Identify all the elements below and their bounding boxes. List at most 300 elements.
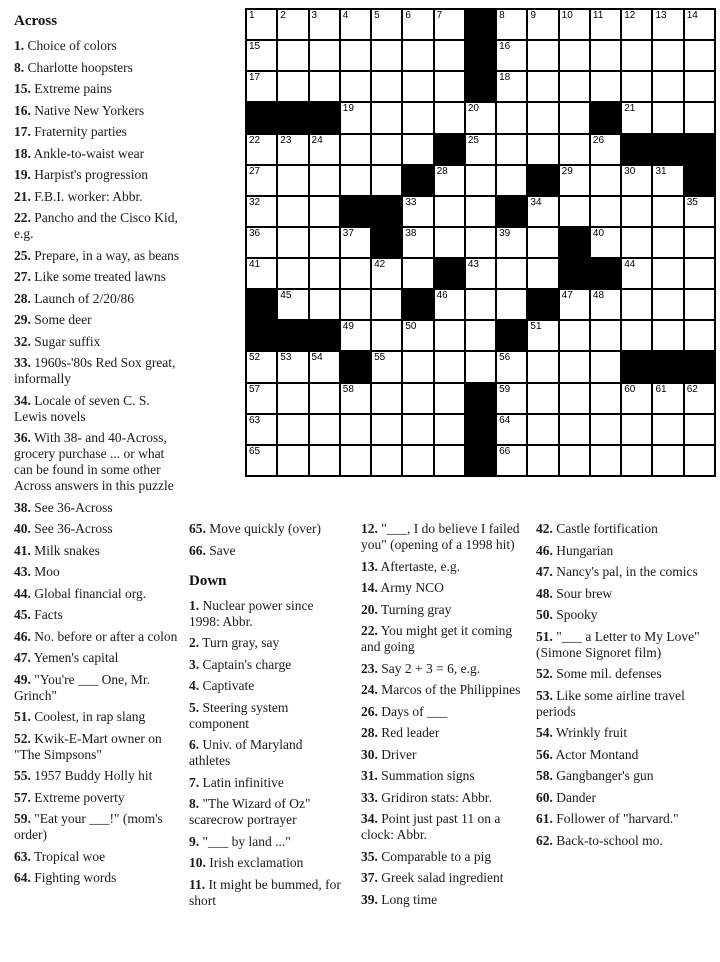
- clue-across-16: 16. Native New Yorkers: [14, 102, 145, 118]
- grid-cell[interactable]: [684, 196, 715, 227]
- clue-down-42: 42. Castle fortification: [536, 521, 658, 536]
- cell-number: 38: [405, 227, 417, 239]
- black-cell: [309, 102, 340, 133]
- grid-cell[interactable]: [684, 102, 715, 133]
- clue-across-51: 51. Coolest, in rap slang: [14, 709, 146, 724]
- grid-cell[interactable]: [277, 9, 308, 40]
- grid-cell[interactable]: [621, 258, 652, 289]
- grid-cell[interactable]: [277, 383, 308, 414]
- grid-cell[interactable]: [590, 414, 621, 445]
- clue-down-51: 51. "___ a Letter to My Love" (Simone Signoret film): [536, 628, 700, 660]
- grid-cell[interactable]: [246, 196, 277, 227]
- grid-cell[interactable]: [277, 445, 308, 476]
- grid-cell[interactable]: [621, 227, 652, 258]
- clue-number: 15.: [14, 81, 31, 96]
- grid-cell[interactable]: [684, 258, 715, 289]
- clue-number: 41.: [14, 542, 31, 558]
- grid-cell[interactable]: [277, 196, 308, 227]
- grid-cell[interactable]: [277, 134, 308, 165]
- grid-cell[interactable]: [371, 320, 402, 351]
- grid-cell[interactable]: [621, 320, 652, 351]
- grid-cell[interactable]: [684, 227, 715, 258]
- crossword-grid[interactable]: [245, 8, 716, 477]
- black-cell: [496, 196, 527, 227]
- grid-cell[interactable]: [309, 258, 340, 289]
- grid-cell[interactable]: [652, 258, 683, 289]
- grid-cell[interactable]: [527, 102, 558, 133]
- grid-cell[interactable]: [496, 102, 527, 133]
- clue-number: 9.: [189, 833, 200, 849]
- grid-cell[interactable]: [402, 102, 433, 133]
- clue-across-65: 65. Move quickly (over): [189, 521, 321, 536]
- clue-down-10: 10. Irish exclamation: [189, 855, 304, 870]
- grid-cell[interactable]: [590, 71, 621, 102]
- clue-down-6: 6. Univ. of Maryland athletes: [189, 737, 303, 768]
- clue-number: 19.: [14, 167, 31, 182]
- grid-cell[interactable]: [340, 71, 371, 102]
- grid-cell[interactable]: [371, 134, 402, 165]
- grid-cell[interactable]: [371, 351, 402, 382]
- cell-number: 19: [342, 103, 354, 115]
- grid-cell[interactable]: [371, 9, 402, 40]
- grid-cell[interactable]: [559, 196, 590, 227]
- grid-cell[interactable]: [309, 196, 340, 227]
- black-cell: [402, 165, 433, 196]
- grid-cell[interactable]: [434, 102, 465, 133]
- grid-cell[interactable]: [590, 320, 621, 351]
- cell-number: 9: [530, 10, 536, 21]
- grid-cell[interactable]: [465, 196, 496, 227]
- black-cell: [527, 289, 558, 320]
- grid-cell[interactable]: [246, 414, 277, 445]
- grid-cell[interactable]: [434, 71, 465, 102]
- grid-cell[interactable]: [496, 9, 527, 40]
- grid-cell[interactable]: [402, 383, 433, 414]
- clue-number: 37.: [361, 870, 378, 885]
- grid-cell[interactable]: [684, 40, 715, 71]
- grid-cell[interactable]: [559, 134, 590, 165]
- grid-cell[interactable]: [340, 258, 371, 289]
- grid-cell[interactable]: [590, 40, 621, 71]
- grid-cell[interactable]: [277, 227, 308, 258]
- grid-cell[interactable]: [434, 165, 465, 196]
- grid-cell[interactable]: [402, 40, 433, 71]
- clue-number: 32.: [14, 333, 31, 349]
- clue-down-2: 2. Turn gray, say: [189, 635, 280, 650]
- grid-cell[interactable]: [246, 40, 277, 71]
- grid-cell[interactable]: [590, 165, 621, 196]
- grid-cell[interactable]: [340, 383, 371, 414]
- black-cell: [340, 351, 371, 382]
- grid-cell[interactable]: [246, 227, 277, 258]
- clue-across-27: 27. Like some treated lawns: [14, 269, 166, 284]
- cell-number: 28: [436, 165, 448, 177]
- grid-cell[interactable]: [621, 102, 652, 133]
- grid-cell[interactable]: [309, 134, 340, 165]
- grid-cell[interactable]: [527, 445, 558, 476]
- grid-cell[interactable]: [621, 71, 652, 102]
- clue-number: 10.: [189, 855, 206, 870]
- grid-cell[interactable]: [340, 445, 371, 476]
- grid-cell[interactable]: [527, 40, 558, 71]
- grid-cell[interactable]: [465, 227, 496, 258]
- grid-cell[interactable]: [246, 134, 277, 165]
- grid-cell[interactable]: [434, 227, 465, 258]
- clue-down-30: 30. Driver: [361, 746, 417, 762]
- cell-number: 1: [249, 10, 255, 21]
- clue-across-55: 55. 1957 Buddy Holly hit: [14, 768, 153, 783]
- clue-number: 39.: [361, 891, 378, 907]
- clue-across-66: 66. Save: [189, 542, 236, 558]
- black-cell: [277, 102, 308, 133]
- cell-number: 15: [249, 41, 261, 53]
- grid-cell[interactable]: [496, 351, 527, 382]
- clue-down-4: 4. Captivate: [189, 678, 255, 693]
- grid-cell[interactable]: [652, 289, 683, 320]
- grid-cell[interactable]: [434, 9, 465, 40]
- grid-cell[interactable]: [371, 165, 402, 196]
- black-cell: [246, 102, 277, 133]
- grid-cell[interactable]: [621, 40, 652, 71]
- clue-number: 48.: [536, 585, 553, 601]
- cell-number: 6: [405, 10, 411, 21]
- grid-cell[interactable]: [434, 320, 465, 351]
- grid-cell[interactable]: [684, 320, 715, 351]
- cell-number: 57: [249, 383, 261, 395]
- grid-cell[interactable]: [246, 351, 277, 382]
- grid-cell[interactable]: [527, 227, 558, 258]
- grid-cell[interactable]: [496, 227, 527, 258]
- clue-across-34: 34. Locale of seven C. S. Lewis novels: [14, 392, 150, 424]
- grid-cell[interactable]: [559, 383, 590, 414]
- grid-cell[interactable]: [527, 258, 558, 289]
- grid-cell[interactable]: [496, 383, 527, 414]
- grid-cell[interactable]: [309, 383, 340, 414]
- clue-down-56: 56. Actor Montand: [536, 746, 639, 762]
- grid-cell[interactable]: [590, 445, 621, 476]
- grid-cell[interactable]: [340, 320, 371, 351]
- clue-down-47: 47. Nancy's pal, in the comics: [536, 564, 698, 579]
- grid-cell[interactable]: [621, 289, 652, 320]
- grid-cell[interactable]: [652, 102, 683, 133]
- grid-cell[interactable]: [465, 289, 496, 320]
- clue-across-18: 18. Ankle-to-waist wear: [14, 145, 145, 161]
- grid-cell[interactable]: [559, 165, 590, 196]
- across-clue-list-continued: [189, 521, 347, 559]
- grid-cell[interactable]: [496, 258, 527, 289]
- grid-cell[interactable]: [652, 383, 683, 414]
- down-header: Down: [189, 572, 227, 589]
- clue-number: 12.: [361, 521, 378, 536]
- clue-number: 1.: [189, 597, 200, 613]
- grid-cell[interactable]: [277, 258, 308, 289]
- cell-number: 5: [374, 10, 380, 21]
- clue-number: 23.: [361, 660, 378, 676]
- grid-cell[interactable]: [402, 9, 433, 40]
- grid-cell[interactable]: [465, 320, 496, 351]
- cell-number: 4: [342, 10, 349, 21]
- grid-cell[interactable]: [559, 289, 590, 320]
- grid-cell[interactable]: [309, 9, 340, 40]
- grid-cell[interactable]: [496, 414, 527, 445]
- grid-cell[interactable]: [559, 351, 590, 382]
- grid-cell[interactable]: [684, 383, 715, 414]
- grid-cell[interactable]: [309, 445, 340, 476]
- grid-cell[interactable]: [434, 445, 465, 476]
- grid-cell[interactable]: [684, 9, 715, 40]
- clue-down-34: 34. Point just past 11 on a clock: Abbr.: [361, 811, 501, 842]
- grid-cell[interactable]: [309, 414, 340, 445]
- cell-number: 34: [530, 196, 542, 208]
- grid-cell[interactable]: [496, 445, 527, 476]
- black-cell: [652, 134, 683, 165]
- black-cell: [527, 165, 558, 196]
- grid-cell[interactable]: [559, 9, 590, 40]
- grid-cell[interactable]: [527, 383, 558, 414]
- grid-cell[interactable]: [496, 134, 527, 165]
- clue-number: 25.: [14, 247, 31, 263]
- grid-cell[interactable]: [559, 71, 590, 102]
- clue-down-62: 62. Back-to-school mo.: [536, 832, 663, 848]
- grid-cell[interactable]: [434, 289, 465, 320]
- grid-cell[interactable]: [684, 445, 715, 476]
- grid-cell[interactable]: [621, 9, 652, 40]
- clue-number: 54.: [536, 725, 553, 740]
- grid-cell[interactable]: [246, 258, 277, 289]
- grid-cell[interactable]: [652, 165, 683, 196]
- clue-across-32: 32. Sugar suffix: [14, 333, 101, 349]
- grid-cell[interactable]: [246, 9, 277, 40]
- grid-cell[interactable]: [309, 227, 340, 258]
- grid-cell[interactable]: [590, 289, 621, 320]
- clue-down-26: 26. Days of ___: [361, 703, 448, 719]
- grid-cell[interactable]: [590, 351, 621, 382]
- grid-cell[interactable]: [652, 414, 683, 445]
- grid-cell[interactable]: [527, 9, 558, 40]
- black-cell: [590, 102, 621, 133]
- cell-number: 45: [280, 290, 292, 302]
- grid-cell[interactable]: [652, 227, 683, 258]
- grid-cell[interactable]: [652, 320, 683, 351]
- grid-cell[interactable]: [559, 445, 590, 476]
- grid-cell[interactable]: [434, 383, 465, 414]
- black-cell: [277, 320, 308, 351]
- grid-cell[interactable]: [277, 71, 308, 102]
- clue-down-8: 8. "The Wizard of Oz" scarecrow portrayer: [189, 796, 311, 827]
- grid-cell[interactable]: [559, 40, 590, 71]
- grid-cell[interactable]: [402, 351, 433, 382]
- grid-cell[interactable]: [465, 258, 496, 289]
- grid-cell[interactable]: [340, 102, 371, 133]
- grid-cell[interactable]: [309, 71, 340, 102]
- grid-cell[interactable]: [559, 320, 590, 351]
- clue-down-61: 61. Follower of "harvard.": [536, 811, 679, 826]
- cell-number: 55: [374, 352, 386, 364]
- grid-cell[interactable]: [496, 165, 527, 196]
- cell-number: 36: [249, 227, 261, 239]
- across-header: Across: [14, 13, 58, 29]
- black-cell: [434, 258, 465, 289]
- clue-across-64: 64. Fighting words: [14, 870, 117, 885]
- grid-cell[interactable]: [402, 71, 433, 102]
- grid-cell[interactable]: [527, 414, 558, 445]
- clue-across-8: 8. Charlotte hoopsters: [14, 59, 133, 75]
- grid-cell[interactable]: [340, 165, 371, 196]
- cell-number: 52: [249, 352, 261, 364]
- clue-number: 47.: [14, 650, 31, 665]
- grid-cell[interactable]: [527, 71, 558, 102]
- grid-cell[interactable]: [371, 71, 402, 102]
- clue-down-60: 60. Dander: [536, 789, 596, 805]
- grid-cell[interactable]: [621, 445, 652, 476]
- grid-cell[interactable]: [496, 71, 527, 102]
- grid-cell[interactable]: [309, 40, 340, 71]
- clue-number: 6.: [189, 737, 200, 752]
- grid-cell[interactable]: [684, 414, 715, 445]
- grid-cell[interactable]: [527, 351, 558, 382]
- black-cell: [465, 9, 496, 40]
- grid-cell[interactable]: [590, 196, 621, 227]
- clue-down-13: 13. Aftertaste, e.g.: [361, 558, 460, 574]
- clue-across-15: 15. Extreme pains: [14, 81, 112, 96]
- grid-cell[interactable]: [434, 196, 465, 227]
- grid-cell[interactable]: [402, 196, 433, 227]
- grid-cell[interactable]: [371, 414, 402, 445]
- clue-across-49: 49. "You're ___ One, Mr. Grinch": [14, 671, 150, 703]
- grid-cell[interactable]: [402, 134, 433, 165]
- grid-cell[interactable]: [309, 289, 340, 320]
- grid-cell[interactable]: [652, 196, 683, 227]
- clue-number: 47.: [536, 564, 553, 579]
- grid-cell[interactable]: [309, 165, 340, 196]
- grid-cell[interactable]: [402, 414, 433, 445]
- grid-cell[interactable]: [590, 9, 621, 40]
- clue-number: 51.: [536, 628, 553, 644]
- grid-cell[interactable]: [371, 289, 402, 320]
- grid-cell[interactable]: [527, 196, 558, 227]
- grid-cell[interactable]: [340, 227, 371, 258]
- clue-across-25: 25. Prepare, in a way, as beans: [14, 247, 180, 263]
- grid-cell[interactable]: [340, 289, 371, 320]
- grid-cell[interactable]: [246, 383, 277, 414]
- grid-cell[interactable]: [402, 227, 433, 258]
- clue-number: 22.: [361, 623, 378, 638]
- grid-cell[interactable]: [277, 289, 308, 320]
- grid-cell[interactable]: [652, 40, 683, 71]
- grid-cell[interactable]: [434, 40, 465, 71]
- grid-cell[interactable]: [465, 165, 496, 196]
- clue-across-1: 1. Choice of colors: [14, 38, 117, 53]
- black-cell: [590, 258, 621, 289]
- grid-cell[interactable]: [277, 165, 308, 196]
- grid-cell[interactable]: [590, 227, 621, 258]
- clue-across-57: 57. Extreme poverty: [14, 789, 125, 805]
- grid-cell[interactable]: [590, 383, 621, 414]
- grid-cell[interactable]: [496, 289, 527, 320]
- grid-cell[interactable]: [621, 196, 652, 227]
- clue-across-59: 59. "Eat your ___!" (mom's order): [14, 811, 163, 842]
- clue-number: 21.: [14, 188, 31, 204]
- grid-cell[interactable]: [527, 134, 558, 165]
- clue-number: 17.: [14, 124, 31, 139]
- black-cell: [340, 196, 371, 227]
- black-cell: [559, 258, 590, 289]
- grid-cell[interactable]: [527, 320, 558, 351]
- grid-cell[interactable]: [652, 9, 683, 40]
- clue-number: 59.: [14, 811, 31, 826]
- grid-cell[interactable]: [652, 445, 683, 476]
- cell-number: 29: [561, 165, 573, 177]
- grid-cell[interactable]: [277, 414, 308, 445]
- clue-number: 1.: [14, 38, 25, 53]
- clue-number: 14.: [361, 580, 378, 595]
- grid-cell[interactable]: [559, 102, 590, 133]
- grid-cell[interactable]: [277, 40, 308, 71]
- grid-cell[interactable]: [684, 289, 715, 320]
- grid-cell[interactable]: [340, 9, 371, 40]
- grid-cell[interactable]: [402, 320, 433, 351]
- clue-down-33: 33. Gridiron stats: Abbr.: [361, 789, 492, 805]
- grid-cell[interactable]: [621, 165, 652, 196]
- grid-cell[interactable]: [434, 414, 465, 445]
- grid-cell[interactable]: [246, 71, 277, 102]
- grid-cell[interactable]: [309, 351, 340, 382]
- grid-cell[interactable]: [465, 102, 496, 133]
- cell-number: 10: [561, 10, 573, 21]
- clue-across-52: 52. Kwik-E-Mart owner on "The Simpsons": [14, 730, 162, 762]
- grid-cell[interactable]: [465, 351, 496, 382]
- clue-number: 33.: [14, 355, 31, 370]
- clue-across-29: 29. Some deer: [14, 312, 92, 327]
- clue-across-47: 47. Yemen's capital: [14, 650, 119, 665]
- cell-number: 24: [311, 134, 323, 146]
- grid-cell[interactable]: [652, 71, 683, 102]
- grid-cell[interactable]: [246, 445, 277, 476]
- grid-cell[interactable]: [621, 414, 652, 445]
- cell-number: 30: [624, 165, 636, 177]
- clue-number: 63.: [14, 848, 31, 864]
- grid-cell[interactable]: [277, 351, 308, 382]
- grid-cell[interactable]: [371, 445, 402, 476]
- cell-number: 16: [499, 41, 511, 53]
- grid-cell[interactable]: [371, 102, 402, 133]
- black-cell: [402, 289, 433, 320]
- grid-cell[interactable]: [340, 414, 371, 445]
- grid-cell[interactable]: [402, 258, 433, 289]
- clue-down-54: 54. Wrinkly fruit: [536, 725, 628, 740]
- grid-cell[interactable]: [590, 134, 621, 165]
- grid-cell[interactable]: [684, 71, 715, 102]
- grid-cell[interactable]: [621, 383, 652, 414]
- clue-number: 35.: [361, 848, 378, 864]
- grid-cell[interactable]: [371, 40, 402, 71]
- grid-cell[interactable]: [465, 134, 496, 165]
- grid-cell[interactable]: [402, 445, 433, 476]
- black-cell: [465, 71, 496, 102]
- grid-cell[interactable]: [246, 165, 277, 196]
- grid-cell[interactable]: [434, 351, 465, 382]
- grid-cell[interactable]: [371, 258, 402, 289]
- clue-down-46: 46. Hungarian: [536, 542, 614, 558]
- clue-number: 52.: [14, 730, 31, 746]
- grid-cell[interactable]: [340, 40, 371, 71]
- clues-column-4: [536, 521, 714, 854]
- clue-down-20: 20. Turning gray: [361, 601, 452, 617]
- grid-cell[interactable]: [340, 134, 371, 165]
- grid-cell[interactable]: [371, 383, 402, 414]
- grid-cell[interactable]: [559, 414, 590, 445]
- grid-cell[interactable]: [496, 40, 527, 71]
